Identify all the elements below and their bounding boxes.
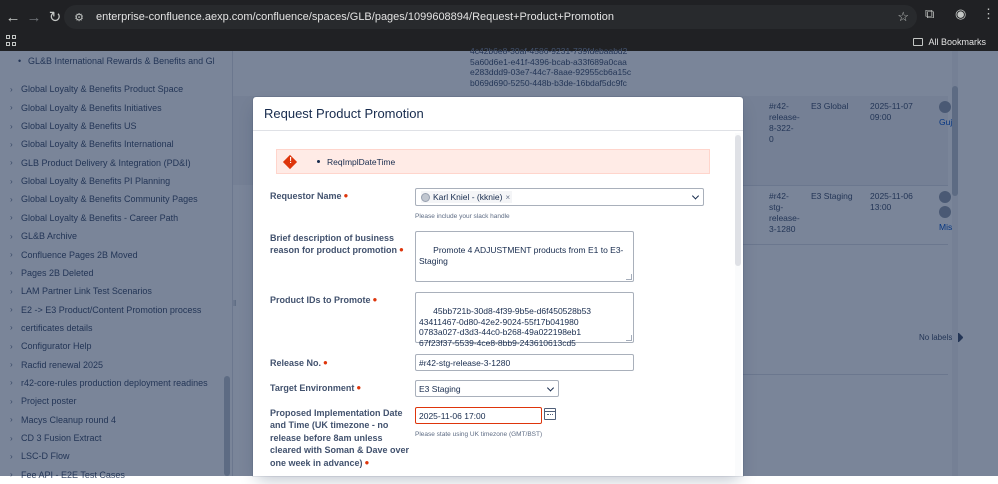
error-bullet xyxy=(317,160,320,163)
description-label: Brief description of business reason for product promotion ● xyxy=(270,233,404,256)
calendar-icon[interactable] xyxy=(544,408,556,420)
resize-grip-icon[interactable] xyxy=(626,274,632,280)
dialog-title: Request Product Promotion xyxy=(264,106,424,121)
all-bookmarks[interactable]: All Bookmarks xyxy=(913,33,986,51)
requestor-hint: Please include your slack handle xyxy=(415,213,510,220)
resize-grip-icon[interactable] xyxy=(626,335,632,341)
impl-date-label: Proposed Implementation Date and Time (UK timezone - no release before 8am unless cleared with Soman & Dave over one week in advance) ● xyxy=(270,408,410,468)
target-env-label: Target Environment ● xyxy=(270,383,362,393)
dialog-body xyxy=(253,132,735,476)
browser-chrome xyxy=(0,0,998,51)
error-item: ReqImplDateTime xyxy=(327,156,396,167)
site-info-icon[interactable]: ⚙ xyxy=(74,11,84,24)
back-icon[interactable]: ← xyxy=(5,8,21,26)
forward-icon[interactable]: → xyxy=(26,8,42,26)
release-input[interactable]: #r42-stg-release-3-1280 xyxy=(415,354,634,371)
impl-date-input[interactable]: 2025-11-06 17:00 xyxy=(415,407,542,424)
product-ids-label: Product IDs to Promote ● xyxy=(270,295,378,305)
avatar xyxy=(421,193,430,202)
bookmark-star-icon[interactable]: ☆ xyxy=(897,9,909,24)
release-label: Release No. ● xyxy=(270,358,328,368)
description-textarea[interactable]: Promote 4 ADJUSTMENT products from E1 to E3- Staging xyxy=(415,231,634,282)
error-message xyxy=(276,149,710,174)
impl-date-hint: Please state using UK timezone (GMT/BST) xyxy=(415,431,543,438)
url-text: enterprise-confluence.aexp.com/confluence/spaces/GLB/pages/1099608894/Request+Product+Promotion xyxy=(96,11,614,23)
requestor-label: Requestor Name ● xyxy=(270,191,349,201)
product-ids-textarea[interactable]: 45bb721b-30d8-4f39-9b5e-d6f450528b53 43411467-0d80-42e2-9024-55f17b041980 0783a027-d3d3-44c0-b268-49a022198eb1 67f23f37-5539-4ce8-8bb9-243610613cd5 xyxy=(415,292,634,343)
profile-icon[interactable]: ◉ xyxy=(955,6,967,21)
extensions-icon[interactable]: ⧉ xyxy=(925,6,935,21)
requestor-pill: Karl Kniel - (kknie) × xyxy=(421,191,512,203)
request-promotion-dialog xyxy=(253,97,743,476)
menu-icon[interactable]: ⋮ xyxy=(982,6,995,21)
requestor-select[interactable] xyxy=(415,188,704,206)
target-env-select[interactable]: E3 Staging xyxy=(415,380,559,397)
address-bar[interactable] xyxy=(64,5,917,29)
reload-icon[interactable]: ↻ xyxy=(48,9,62,26)
dialog-header xyxy=(253,97,743,131)
remove-icon[interactable]: × xyxy=(505,192,511,202)
error-icon xyxy=(283,154,297,168)
folder-icon xyxy=(913,38,923,46)
dialog-scrollbar[interactable] xyxy=(735,133,741,476)
apps-grid-icon[interactable] xyxy=(6,35,17,46)
